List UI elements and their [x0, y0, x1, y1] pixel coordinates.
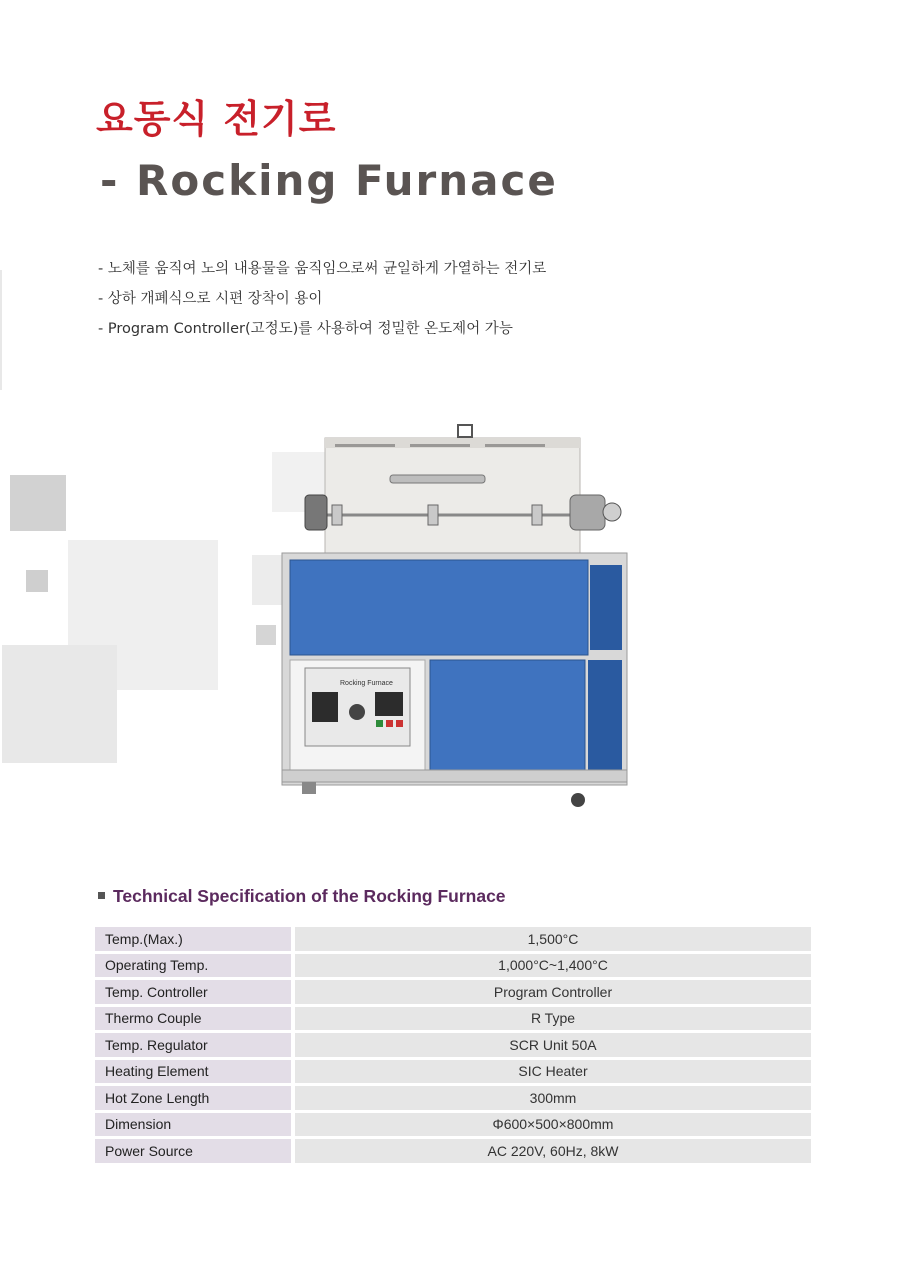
spec-value: Φ600×500×800mm [295, 1113, 811, 1137]
page-title-korean: 요동식 전기로 [96, 97, 337, 141]
feature-list [98, 258, 546, 348]
spec-row [95, 1007, 811, 1031]
spec-row [95, 1113, 811, 1137]
spec-label: Temp. Controller [95, 980, 295, 1004]
spec-label: Thermo Couple [95, 1007, 295, 1031]
spec-row [95, 1033, 811, 1057]
spec-label: Hot Zone Length [95, 1086, 295, 1110]
spec-value: SIC Heater [295, 1060, 811, 1084]
spec-label: Power Source [95, 1139, 295, 1163]
spec-row [95, 1086, 811, 1110]
square-bullet-icon [98, 892, 105, 899]
spec-value: Program Controller [295, 980, 811, 1004]
spec-value: SCR Unit 50A [295, 1033, 811, 1057]
feature-item: - 노체를 움직여 노의 내용물을 움직임으로써 균일하게 가열하는 전기로 [98, 261, 547, 277]
spec-label: Temp.(Max.) [95, 927, 295, 951]
furnace-photo [270, 420, 640, 815]
feature-item: - Program Controller(고정도)를 사용하여 정밀한 온도제어 가능 [98, 321, 513, 337]
spec-row [95, 1139, 811, 1163]
spec-label: Heating Element [95, 1060, 295, 1084]
spec-label: Operating Temp. [95, 954, 295, 978]
spec-row [95, 954, 811, 978]
spec-row [95, 927, 811, 951]
feature-item: - 상하 개폐식으로 시편 장착이 용이 [98, 291, 323, 307]
spec-row [95, 1060, 811, 1084]
spec-value: 300mm [295, 1086, 811, 1110]
spec-value: 1,500°C [295, 927, 811, 951]
spec-value: R Type [295, 1007, 811, 1031]
panel-label: Rocking Furnace [340, 680, 393, 687]
left-edge-rule [0, 270, 2, 390]
spec-label: Temp. Regulator [95, 1033, 295, 1057]
spec-table [95, 924, 811, 1166]
spec-value: AC 220V, 60Hz, 8kW [295, 1139, 811, 1163]
spec-row [95, 980, 811, 1004]
page-title-english: - Rocking Furnace [100, 156, 558, 205]
spec-heading [98, 886, 506, 907]
spec-label: Dimension [95, 1113, 295, 1137]
spec-heading-text: Technical Specification of the Rocking Furnace [113, 886, 506, 906]
spec-value: 1,000°C~1,400°C [295, 954, 811, 978]
